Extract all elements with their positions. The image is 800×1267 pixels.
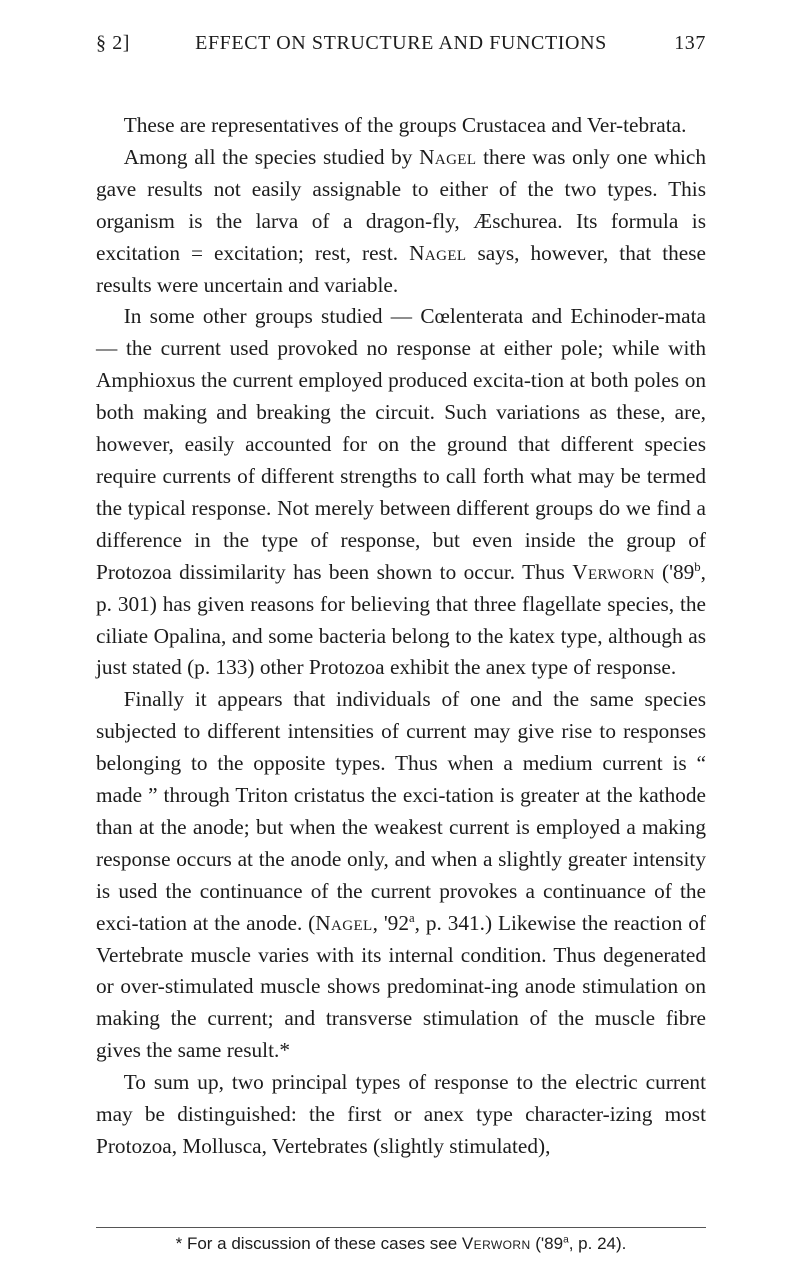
text-run: Finally it appears that individuals of one and the same species subjected to different intensities of current may give rise to responses belonging to the opposite types. Thus when a medium current is “ made ” through Triton cristatus the exci-tation is greater at the kathode than at the anode; but when the weakest current is employed a making response occurs at the anode only, and when a slightly greater intensity is used the continuance of the current provokes a continuance of the exci-tation at the anode. ( xyxy=(96,687,706,935)
citation-suffix: b xyxy=(694,559,701,574)
text-run: there was only one which gave results not easily assignable to either of the two types. This organism is the larva of a dragon-fly, Æschurea. Its formula is excitation = excitation; rest, rest. xyxy=(96,144,706,265)
text-run: * For a discussion of these cases see xyxy=(175,1234,462,1253)
paragraph-3 xyxy=(96,301,706,684)
text-run: To sum up, two principal types of response to the electric current may be distinguished: the first or anex type character-izing most Protozoa, Mollusca, Vertebrates (slightly stimulated), xyxy=(96,1070,706,1158)
paragraph-2 xyxy=(96,142,706,302)
text-run: , p. 301) has given reasons for believing that three flagellate species, the ciliate Opalina, and some bacteria belong to the katex type, although as just stated (p. 133) other Protozoa exhibit the anex type of response. xyxy=(96,559,706,680)
running-header xyxy=(96,32,706,62)
citation-suffix: a xyxy=(563,1234,569,1246)
citation-suffix: a xyxy=(408,910,415,925)
author-name: Nagel xyxy=(315,910,373,935)
citation-year: ('89 xyxy=(530,1234,564,1253)
citation-year: , '92 xyxy=(372,910,409,935)
paragraph-5 xyxy=(96,1067,706,1163)
author-name: Nagel xyxy=(409,240,467,265)
text-run: , p. 341.) Likewise the reaction of Vertebrate muscle varies with its internal condition. Thus degenerated or over-stimulated muscle shows predominat-ing anode stimulation on making the current; and transverse stimulation of the muscle fibre gives the same result.* xyxy=(96,910,706,1063)
text-run: Among all the species studied by xyxy=(123,144,420,169)
running-title: EFFECT ON STRUCTURE AND FUNCTIONS xyxy=(195,32,607,54)
author-name: Verworn xyxy=(461,1234,531,1253)
citation-year: ('89 xyxy=(654,559,695,584)
paragraph-4 xyxy=(96,684,706,1067)
text-run: These are representatives of the groups Crustacea and Ver-tebrata. xyxy=(123,113,687,137)
paragraph-1 xyxy=(96,110,706,142)
page-number: 137 xyxy=(674,32,706,54)
author-name: Verworn xyxy=(572,559,655,584)
text-run: , p. 24). xyxy=(568,1234,627,1253)
text-run: In some other groups studied — Cœlenterata and Echinoder-mata — the current used provoked no response at either pole; while with Amphioxus the current employed produced excita-tion at both poles on both making and breaking the circuit. Such variations as these, are, however, easily accounted for on the ground that different species require currents of different strengths to call forth what may be termed the typical response. Not merely between different groups do we find a difference in the type of response, but even inside the group of Protozoa dissimilarity has been shown to occur. Thus xyxy=(96,304,706,584)
section-marker: § 2] xyxy=(96,32,131,54)
body-text xyxy=(96,110,706,1163)
footnote-rule xyxy=(96,1227,706,1228)
footnote xyxy=(96,1233,706,1255)
text-run: says, however, that these results were uncertain and variable. xyxy=(96,240,706,297)
author-name: Nagel xyxy=(419,144,477,169)
